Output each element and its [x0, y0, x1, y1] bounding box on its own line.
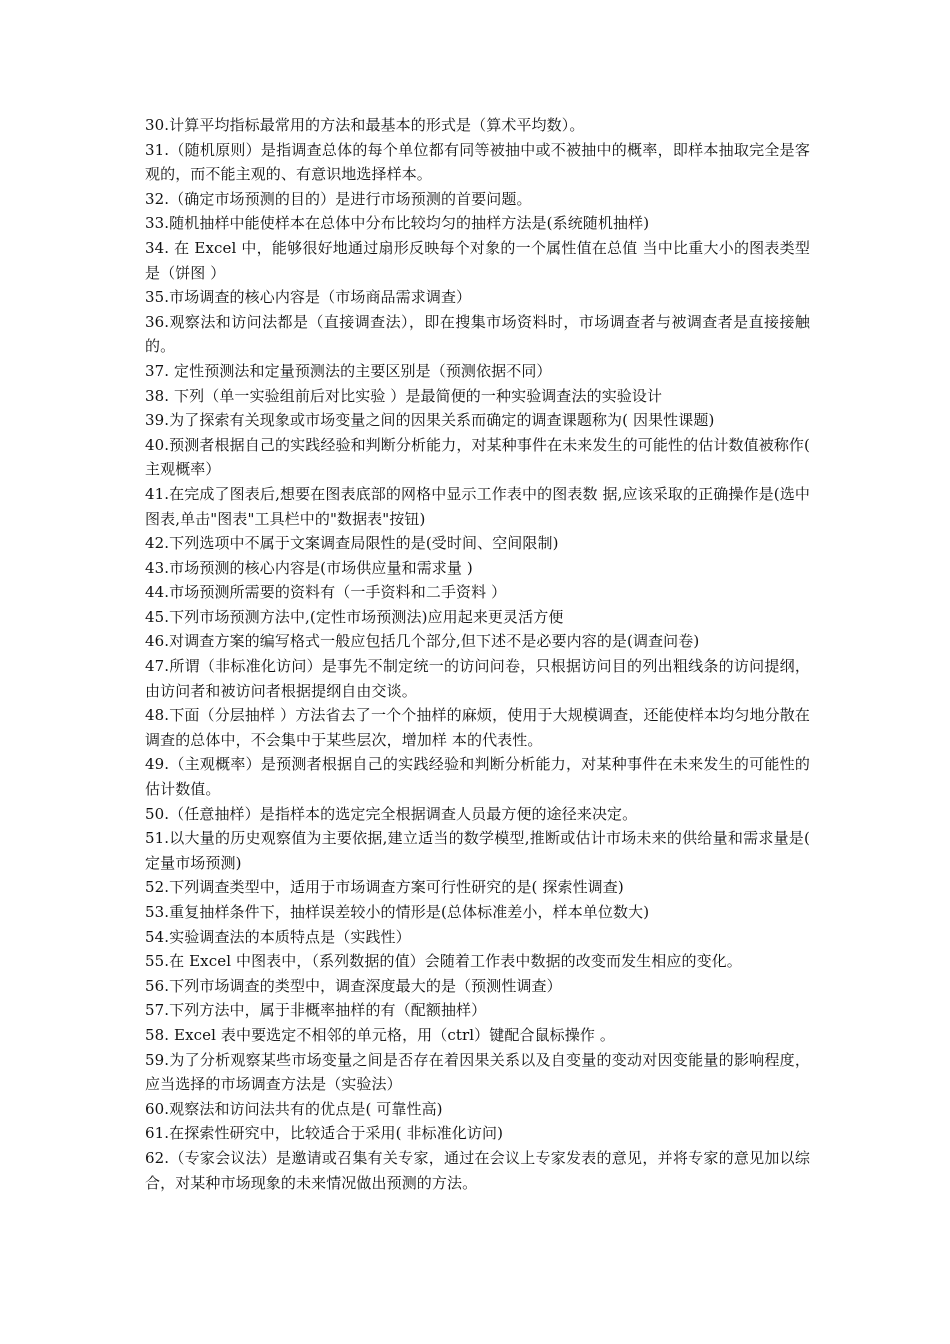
question-61: 61.在探索性研究中，比较适合于采用( 非标准化访问) — [145, 1124, 504, 1143]
question-62: 62.（专家会议法）是邀请或召集有关专家，通过在会议上专家发表的意见，并将专家的意见加以综合，对某种市场现象的未来情况做出预测的方法。 — [145, 1148, 810, 1192]
document-body — [145, 113, 810, 1195]
question-36: 36.观察法和访问法都是（直接调查法），即在搜集市场资料时，市场调查者与被调查者是直接接触的。 — [145, 312, 810, 356]
question-46: 46.对调查方案的编写格式一般应包括几个部分,但下述不是必要内容的是(调查问卷) — [145, 632, 700, 651]
question-30: 30.计算平均指标最常用的方法和最基本的形式是（算术平均数）。 — [145, 116, 585, 134]
question-41: 41.在完成了图表后,想要在图表底部的网格中显示工作表中的图表数 据,应该采取的正确操作是(选中图表,单击"图表"工具栏中的"数据表"按钮) — [145, 484, 810, 528]
question-52: 52.下列调查类型中，适用于市场调查方案可行性研究的是( 探索性调查) — [145, 878, 624, 897]
question-35: 35.市场调查的核心内容是（市场商品需求调查） — [145, 288, 472, 307]
question-48: 48.下面（分层抽样 ）方法省去了一个个抽样的麻烦，使用于大规模调查，还能使样本均匀地分散在调查的总体中，不会集中于某些层次，增加样 本的代表性。 — [145, 706, 810, 749]
question-60: 60.观察法和访问法共有的优点是( 可靠性高) — [145, 1099, 443, 1118]
question-53: 53.重复抽样条件下，抽样误差较小的情形是(总体标准差小，样本单位数大) — [145, 903, 650, 921]
question-58: 58. Excel 表中要选定不相邻的单元格，用（ctrl）键配合鼠标操作 。 — [145, 1025, 615, 1044]
question-42: 42.下列选项中不属于文案调查局限性的是(受时间、空间限制) — [145, 534, 559, 553]
question-39: 39.为了探索有关现象或市场变量之间的因果关系而确定的调查课题称为( 因果性课题) — [145, 411, 715, 430]
question-54: 54.实验调查法的本质特点是（实践性） — [145, 927, 411, 946]
question-57: 57.下列方法中，属于非概率抽样的有（配额抽样） — [145, 1001, 487, 1020]
question-51: 51.以大量的历史观察值为主要依据,建立适当的数学模型,推断或估计市场未来的供给量和需求量是( 定量市场预测) — [145, 829, 810, 872]
question-34: 34. 在 Excel 中，能够很好地通过扇形反映每个对象的一个属性值在总值 当中比重大小的图表类型是（饼图 ） — [145, 238, 810, 282]
question-47: 47.所谓（非标准化访问）是事先不制定统一的访问问卷，只根据访问目的列出粗线条的访问提纲，由访问者和被访问者根据提纲自由交谈。 — [145, 657, 810, 700]
question-38: 38. 下列（单一实验组前后对比实验 ）是最简便的一种实验调查法的实验设计 — [145, 386, 663, 405]
question-31: 31.（随机原则）是指调查总体的每个单位都有同等被抽中或不被抽中的概率，即样本抽取完全是客观的，而不能主观的、有意识地选择样本。 — [145, 140, 810, 184]
question-33: 33.随机抽样中能使样本在总体中分布比较均匀的抽样方法是(系统随机抽样) — [145, 214, 650, 233]
question-37: 37. 定性预测法和定量预测法的主要区别是（预测依据不同） — [145, 361, 552, 380]
question-40: 40.预测者根据自己的实践经验和判断分析能力，对某种事件在未来发生的可能性的估计数值被称作( 主观概率） — [145, 435, 810, 479]
question-55: 55.在 Excel 中图表中，（系列数据的值）会随着工作表中数据的改变而发生相应的变化。 — [145, 952, 742, 971]
question-50: 50.（任意抽样）是指样本的选定完全根据调查人员最方便的途径来决定。 — [145, 804, 638, 823]
question-43: 43.市场预测的核心内容是(市场供应量和需求量 ) — [145, 558, 473, 577]
question-45: 45.下列市场预测方法中,(定性市场预测法)应用起来更灵活方便 — [145, 607, 564, 626]
question-49: 49.（主观概率）是预测者根据自己的实践经验和判断分析能力，对某种事件在未来发生的可能性的估计数值。 — [145, 755, 810, 799]
question-32: 32.（确定市场预测的目的）是进行市场预测的首要问题。 — [145, 189, 532, 208]
question-56: 56.下列市场调查的类型中，调查深度最大的是（预测性调查） — [145, 976, 562, 995]
question-59: 59.为了分析观察某些市场变量之间是否存在着因果关系以及自变量的变动对因变能量的影响程度，应当选择的市场调查方法是（实验法） — [145, 1050, 810, 1094]
question-44: 44.市场预测所需要的资料有（一手资料和二手资料 ） — [145, 583, 507, 602]
